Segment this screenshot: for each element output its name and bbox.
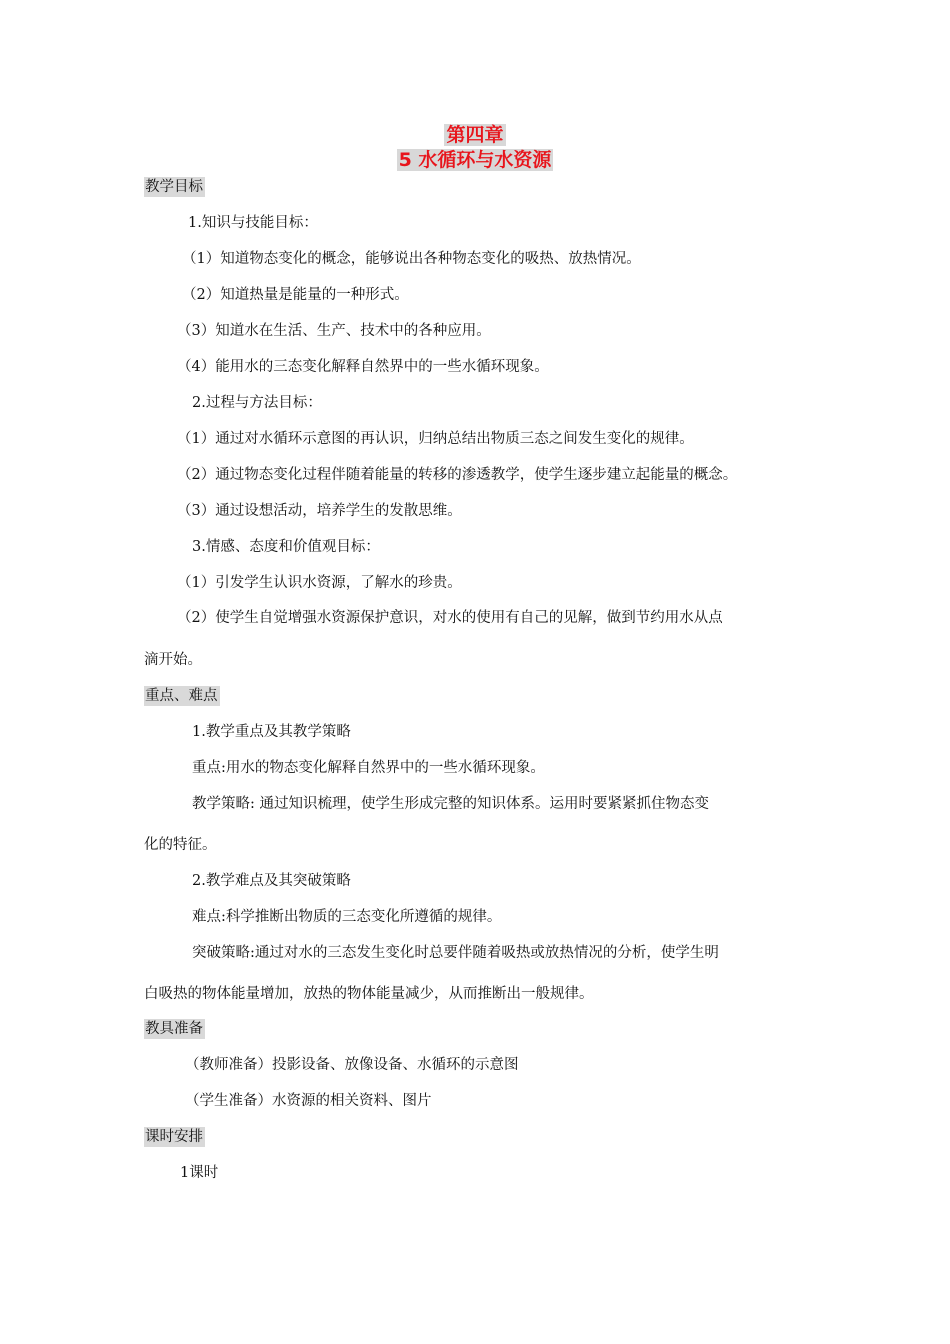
goal-1: 1.知识与技能目标：: [188, 215, 318, 231]
goal-1-item-2: （2）知道热量是能量的一种形式。: [182, 287, 409, 303]
heading-key-points: 重点、难点: [145, 688, 218, 704]
goal-2-item-2: （2）通过物态变化过程伴随着能量的转移的渗透教学，使学生逐步建立起能量的概念。: [177, 467, 738, 483]
goal-1-item-4: （4）能用水的三态变化解释自然界中的一些水循环现象。: [177, 359, 549, 375]
key-2: 2.教学难点及其突破策略: [192, 873, 351, 889]
heading-schedule: 课时安排: [145, 1129, 203, 1145]
key-1-strategy: 教学策略: 通过知识梳理，使学生形成完整的知识体系。运用时要紧紧抓住物态变: [192, 796, 709, 812]
lesson-title-text: 5 水循环与水资源: [398, 149, 552, 171]
goal-3-item-1: （1）引发学生认识水资源，了解水的珍贵。: [177, 575, 462, 591]
goal-2-item-3: （3）通过设想活动，培养学生的发散思维。: [177, 503, 462, 519]
heading-goals: 教学目标: [145, 179, 203, 195]
tools-teacher: （教师准备）投影设备、放像设备、水循环的示意图: [185, 1057, 519, 1073]
key-1: 1.教学重点及其教学策略: [192, 724, 351, 740]
chapter-title-text: 第四章: [446, 124, 504, 146]
key-1-strategy-cont: 化的特征。: [144, 837, 217, 853]
goal-2-item-1: （1）通过对水循环示意图的再认识，归纳总结出物质三态之间发生变化的规律。: [177, 431, 694, 447]
lesson-title: [0, 148, 950, 172]
goal-3-item-2: （2）使学生自觉增强水资源保护意识，对水的使用有自己的见解，做到节约用水从点: [177, 610, 723, 626]
goal-1-item-3: （3）知道水在生活、生产、技术中的各种应用。: [177, 323, 491, 339]
key-2-point: 难点:科学推断出物质的三态变化所遵循的规律。: [192, 909, 502, 925]
goal-2: 2.过程与方法目标：: [192, 395, 322, 411]
chapter-title: [0, 123, 950, 147]
key-2-strategy: 突破策略:通过对水的三态发生变化时总要伴随着吸热或放热情况的分析，使学生明: [192, 945, 719, 961]
key-2-strategy-cont: 白吸热的物体能量增加，放热的物体能量减少，从而推断出一般规律。: [144, 986, 594, 1002]
goal-3: 3.情感、态度和价值观目标：: [192, 539, 380, 555]
key-1-point: 重点:用水的物态变化解释自然界中的一些水循环现象。: [192, 760, 545, 776]
goal-1-item-1: （1）知道物态变化的概念，能够说出各种物态变化的吸热、放热情况。: [182, 251, 641, 267]
heading-tools: 教具准备: [145, 1021, 203, 1037]
tools-student: （学生准备）水资源的相关资料、图片: [185, 1093, 432, 1109]
schedule-hours: 1课时: [180, 1165, 219, 1181]
goal-3-item-2-cont: 滴开始。: [144, 652, 202, 668]
